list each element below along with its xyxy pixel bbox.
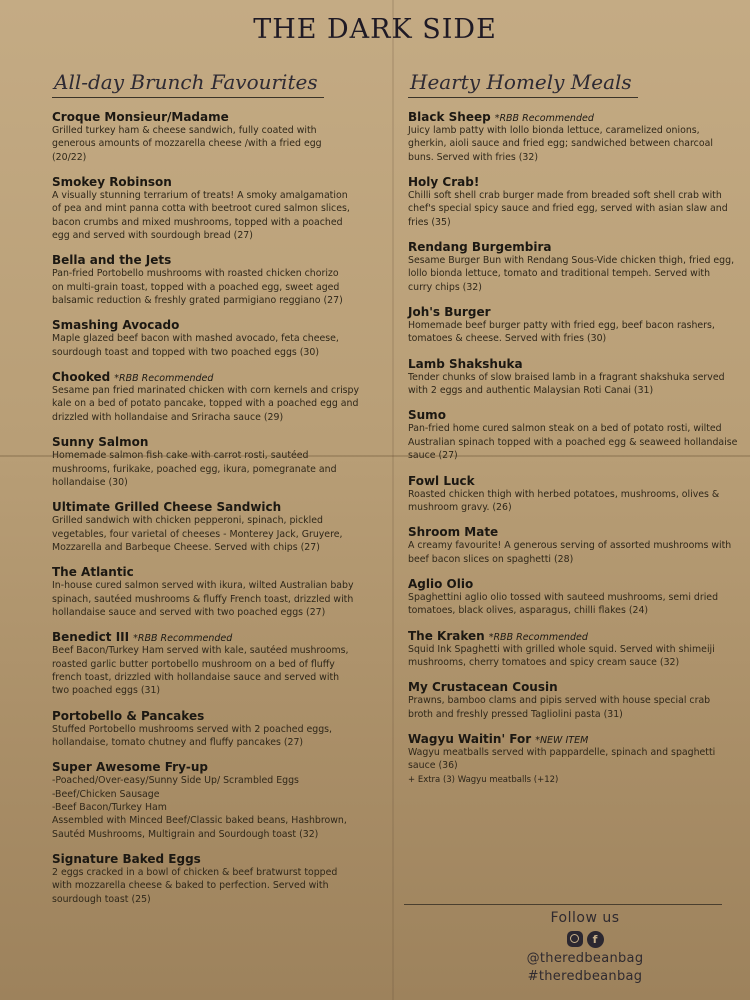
menu-item-description	[52, 449, 374, 489]
menu-item	[52, 175, 374, 242]
paper-fold-vertical	[392, 0, 394, 1000]
menu-item-name	[408, 680, 740, 694]
description-line: Sesame pan fried marinated chicken with corn kernels and crispy	[52, 385, 360, 397]
description-line: lollo bionda lettuce, tomato and traditional tempeh. Served with	[408, 268, 711, 280]
menu-item-title: Smashing Avocado	[52, 318, 180, 333]
description-line: gherkin, aioli sauce and fried egg; sandwiched between charcoal	[408, 138, 713, 150]
menu-item	[408, 629, 740, 670]
recommendation-badge: *RBB Recommended	[494, 113, 594, 124]
facebook-icon[interactable]: f	[587, 931, 604, 948]
description-line: beef bacon slices on spaghetti (28)	[408, 553, 574, 565]
description-line: with mozzarella cheese & baked to perfection. Served with	[52, 880, 329, 892]
menu-item-description	[52, 124, 374, 164]
menu-item	[52, 630, 374, 697]
menu-item-title: Black Sheep	[408, 110, 491, 124]
meals-column	[408, 70, 740, 796]
menu-item-title: Super Awesome Fry-up	[52, 760, 209, 775]
menu-item-title: The Kraken	[408, 628, 485, 643]
menu-item	[52, 370, 374, 424]
menu-item	[52, 852, 374, 906]
description-line: with 2 eggs and authentic Malaysian Roti Canai (31)	[408, 385, 654, 397]
menu-item	[408, 175, 740, 229]
menu-item	[408, 305, 740, 346]
menu-item-name	[52, 500, 374, 514]
menu-item	[52, 110, 374, 164]
instagram-handle: @theredbeanbag	[526, 951, 644, 966]
menu-item-name	[52, 760, 374, 774]
menu-item-description	[52, 267, 374, 307]
description-line: Tender chunks of slow braised lamb in a fragrant shakshuka served	[408, 371, 725, 383]
description-line: Australian spinach topped with a poached egg & seaweed hollandaise	[408, 436, 738, 448]
menu-item-title: My Crustacean Cousin	[408, 680, 558, 695]
menu-item-title: Joh's Burger	[408, 305, 491, 320]
recommendation-badge: *RBB Recommended	[488, 631, 588, 643]
description-line: egg and served with sourdough bread (27)	[52, 230, 253, 242]
menu-item-title: Ultimate Grilled Cheese Sandwich	[52, 500, 282, 515]
menu-item-description	[408, 319, 740, 346]
social-block	[495, 910, 675, 984]
description-line: Stuffed Portobello mushrooms served with 2 poached eggs,	[52, 723, 333, 735]
menu-item-name	[52, 630, 374, 644]
menu-item-name	[408, 525, 740, 539]
description-line: Assembled with Minced Beef/Classic baked beans, Hashbrown,	[52, 815, 347, 827]
menu-item-description	[408, 422, 740, 462]
menu-item-title: Fowl Luck	[408, 473, 475, 488]
description-line: Chilli soft shell crab burger made from breaded soft shell crab with	[408, 190, 722, 202]
menu-item-description	[52, 723, 374, 750]
description-line: mushrooms, cherry tomatoes and spicy cream sauce (32)	[408, 656, 680, 668]
description-line: buns. Served with fries (32)	[408, 151, 539, 163]
hashtag: #theredbeanbag	[527, 969, 643, 984]
description-line: drizzled with hollandaise and Sriracha sauce (29)	[52, 411, 284, 423]
menu-item-description	[52, 332, 374, 359]
social-icons	[495, 931, 675, 948]
menu-item	[52, 760, 374, 841]
menu-item	[408, 577, 740, 618]
description-line: 2 eggs cracked in a bowl of chicken & beef bratwurst topped	[52, 867, 338, 879]
menu-item-title: Rendang Burgembira	[408, 240, 552, 255]
brunch-column	[52, 70, 374, 917]
description-line: Squid Ink Spaghetti with grilled whole squid. Served with shimeiji	[408, 643, 715, 655]
description-line: A creamy favourite! A generous serving of assorted mushrooms with	[408, 540, 732, 552]
extra-option: + Extra (3) Wagyu meatballs (+12)	[408, 774, 559, 785]
restaurant-title: THE DARK SIDE	[253, 14, 497, 45]
menu-item	[52, 709, 374, 750]
description-line: sauce (36)	[408, 760, 458, 772]
menu-item-name	[52, 370, 374, 384]
follow-us-label: Follow us	[550, 910, 620, 926]
description-line: roasted garlic butter portobello mushroom on a bed of fluffy	[52, 658, 335, 670]
menu-item-title: Benedict III	[52, 630, 130, 645]
description-line: Pan-fried home cured salmon steak on a bed of potato rosti, wilted	[408, 423, 722, 435]
menu-item	[408, 408, 740, 462]
description-line: on multi-grain toast, topped with a poached egg, sweet aged	[52, 281, 340, 293]
menu-item-name	[408, 357, 740, 371]
description-line: Sautéd Mushrooms, Multigrain and Sourdough toast (32)	[52, 828, 319, 840]
menu-item-name	[52, 318, 374, 332]
menu-item-name	[52, 110, 374, 124]
description-line: Juicy lamb patty with lollo bionda lettuce, caramelized onions,	[408, 125, 700, 136]
menu-item-name	[52, 852, 374, 866]
menu-item-title: Chooked	[52, 370, 111, 385]
description-line: A visually stunning terrarium of treats! A smoky amalgamation	[52, 190, 348, 202]
menu-item-title: Signature Baked Eggs	[52, 852, 201, 867]
menu-item-title: Smokey Robinson	[52, 175, 172, 190]
footer-divider	[404, 904, 722, 905]
description-line: curry chips (32)	[408, 281, 482, 293]
menu-item	[52, 435, 374, 489]
description-line: tomatoes & cheese. Served with fries (30)	[408, 333, 607, 345]
menu-item-name	[52, 709, 374, 723]
recommendation-badge: *RBB Recommended	[133, 633, 233, 645]
menu-item-description	[408, 539, 740, 566]
description-line: mushroom gravy. (26)	[408, 501, 512, 513]
menu-item-title: Shroom Mate	[408, 525, 499, 540]
description-line: -Beef/Chicken Sausage	[52, 788, 160, 800]
menu-item	[52, 500, 374, 554]
description-line: french toast, drizzled with hollandaise sauce and served with	[52, 671, 340, 683]
menu-item-description	[52, 644, 374, 697]
meals-item-list	[408, 110, 740, 785]
menu-item-title: Holy Crab!	[408, 175, 480, 190]
menu-item	[408, 110, 740, 164]
menu-item	[408, 240, 740, 294]
menu-item-title: Sunny Salmon	[52, 435, 149, 450]
menu-item	[408, 732, 740, 785]
description-line: hollandaise, tomato chutney and fluffy pancakes (27)	[52, 736, 304, 748]
menu-item-description	[408, 746, 740, 773]
menu-item-description	[408, 694, 740, 721]
menu-item-title: Portobello & Pancakes	[52, 708, 205, 723]
recommendation-badge: *NEW ITEM	[535, 734, 589, 746]
menu-item-description	[408, 591, 740, 618]
menu-item-name	[408, 577, 740, 591]
description-line: spinach, sautéed mushrooms & fluffy French toast, drizzled with	[52, 593, 354, 605]
menu-item-name	[408, 240, 740, 254]
menu-item-description	[52, 189, 374, 242]
description-line: broth and freshly pressed Tagliolini pasta (31)	[408, 708, 623, 720]
description-line: bacon crumbs and mixed mushrooms, topped with a poached	[52, 216, 343, 228]
description-line: Homemade beef burger patty with fried egg, beef bacon rashers,	[408, 320, 715, 332]
description-line: chef's special spicy sauce and fried egg, served with asian slaw and	[408, 203, 728, 215]
menu-item-description	[52, 514, 374, 554]
description-line: Homemade salmon fish cake with carrot rosti, sautéed	[52, 450, 309, 462]
description-line: generous amounts of mozzarella cheese /with a fried egg	[52, 138, 322, 150]
recommendation-badge: *RBB Recommended	[114, 373, 214, 385]
description-line: Sesame Burger Bun with Rendang Sous-Vide chicken thigh, fried egg,	[408, 255, 735, 267]
description-line: hollandaise sauce and served with two poached eggs (27)	[52, 606, 326, 618]
description-line: fries (35)	[408, 216, 451, 228]
menu-item-title: The Atlantic	[52, 565, 134, 580]
menu-item-description	[52, 866, 374, 906]
description-line: Mozzarella and Barbeque Cheese. Served with chips (27)	[52, 541, 320, 553]
menu-item-name	[408, 305, 740, 319]
menu-item-description	[408, 488, 740, 515]
description-line: sourdough toast and topped with two poached eggs (30)	[52, 346, 320, 358]
description-line: Wagyu meatballs served with pappardelle, spinach and spaghetti	[408, 746, 716, 758]
description-line: Prawns, bamboo clams and pipis served with house special crab	[408, 695, 711, 707]
menu-item-description	[408, 124, 740, 164]
description-line: (20/22)	[52, 151, 87, 163]
menu-item-name	[408, 474, 740, 488]
menu-item	[408, 680, 740, 721]
menu-item-title: Croque Monsieur/Madame	[52, 110, 229, 124]
menu-item-description	[408, 643, 740, 670]
description-line: vegetables, four varietal of cheeses - Monterey Jack, Gruyere,	[52, 528, 343, 540]
menu-item-name	[52, 253, 374, 267]
menu-item-description	[408, 371, 740, 398]
description-line: sourdough toast (25)	[52, 893, 151, 905]
menu-item	[408, 357, 740, 398]
menu-item-name	[408, 629, 740, 643]
menu-item-description	[408, 189, 740, 229]
description-line: kale on a bed of potato pancake, topped with a poached egg and	[52, 398, 359, 410]
menu-item-description	[52, 774, 374, 841]
menu-item-name	[408, 732, 740, 746]
menu-item-description	[52, 579, 374, 619]
description-line: mushrooms, furikake, poached egg, ikura, pomegranate and	[52, 463, 337, 475]
description-line: -Poached/Over-easy/Sunny Side Up/ Scrambled Eggs	[52, 775, 299, 787]
brunch-item-list	[52, 110, 374, 906]
description-line: Grilled sandwich with chicken pepperoni, spinach, pickled	[52, 515, 323, 527]
description-line: Roasted chicken thigh with herbed potatoes, mushrooms, olives &	[408, 488, 720, 500]
description-line: sauce (27)	[408, 450, 458, 462]
description-line: Grilled turkey ham & cheese sandwich, fully coated with	[52, 125, 317, 136]
description-line: hollandaise (30)	[52, 476, 128, 488]
menu-item-name	[408, 175, 740, 189]
description-line: Spaghettini aglio olio tossed with sauteed mushrooms, semi dried	[408, 591, 719, 603]
description-line: Pan-fried Portobello mushrooms with roasted chicken chorizo	[52, 268, 339, 280]
menu-item	[52, 253, 374, 307]
menu-item-title: Lamb Shakshuka	[408, 356, 523, 371]
description-line: In-house cured salmon served with ikura, wilted Australian baby	[52, 580, 354, 592]
menu-item	[408, 474, 740, 515]
description-line: tomatoes, black olives, asparagus, chilli flakes (24)	[408, 605, 649, 617]
description-line: two poached eggs (31)	[52, 685, 161, 697]
menu-item-title: Aglio Olio	[408, 576, 474, 591]
description-line: of pea and mint panna cotta with beetroot cured salmon slices,	[52, 203, 350, 215]
menu-item	[52, 318, 374, 359]
menu-item-description	[52, 384, 374, 424]
menu-item-title: Wagyu Waitin' For	[408, 731, 532, 746]
menu-item-title: Bella and the Jets	[52, 253, 172, 268]
description-line: balsamic reduction & freshly grated parmigiano reggiano (27)	[52, 295, 343, 307]
menu-item-description	[408, 254, 740, 294]
menu-item-name	[52, 175, 374, 189]
description-line: -Beef Bacon/Turkey Ham	[52, 802, 167, 813]
menu-item-name	[52, 565, 374, 579]
menu-item	[52, 565, 374, 619]
brunch-heading: All-day Brunch Favourites	[52, 70, 324, 98]
menu-item-name	[52, 435, 374, 449]
instagram-icon[interactable]	[567, 931, 583, 947]
menu-item-name	[408, 110, 740, 124]
meals-heading: Hearty Homely Meals	[408, 70, 638, 98]
description-line: Beef Bacon/Turkey Ham served with kale, sautéed mushrooms,	[52, 645, 349, 657]
menu-item-name	[408, 408, 740, 422]
description-line: Maple glazed beef bacon with mashed avocado, feta cheese,	[52, 333, 339, 345]
menu-item-title: Sumo	[408, 408, 446, 423]
menu-item	[408, 525, 740, 566]
